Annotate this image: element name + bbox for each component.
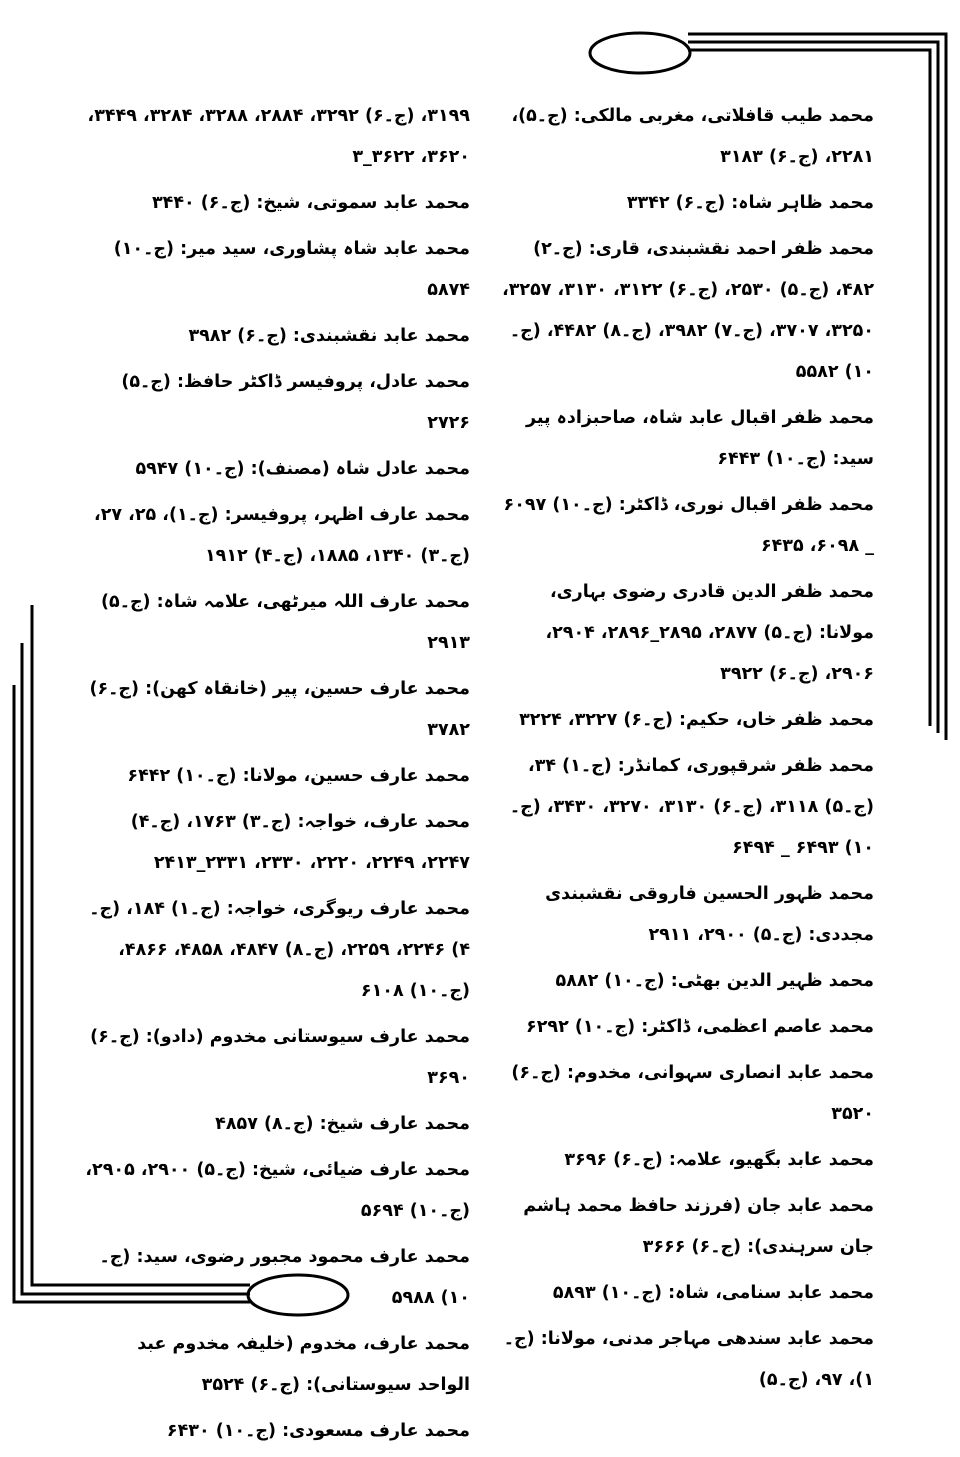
index-entry: محمد ظفر اقبال نوری، ڈاکٹر: (ج۔۱۰) ۶۰۹۷ _ ۶۰۹۸، ۶۴۳۵ bbox=[503, 495, 874, 556]
right-column bbox=[494, 96, 874, 1406]
left-column bbox=[85, 96, 470, 1457]
index-entry: محمد طیب قافلاتی، مغربی مالکی: (ج۔۵)، ۲۲۸۱، (ج۔۶) ۳۱۸۳ bbox=[511, 106, 874, 167]
index-entry: محمد عابد نقشبندی: (ج۔۶) ۳۹۸۲ bbox=[188, 326, 470, 346]
index-entry: محمد عادل، پروفیسر ڈاکٹر حافظ: (ج۔۵) ۲۷۲۶ bbox=[121, 372, 470, 433]
index-entry: محمد عارف محمود مجبور رضوی، سید: (ج۔۱۰) ۵۹۸۸ bbox=[99, 1247, 470, 1308]
index-entry: محمد عابد جان (فرزند حافظ محمد ہاشم جان سرہندی): (ج۔۶) ۳۶۶۶ bbox=[523, 1196, 874, 1257]
index-entry: محمد عابد انصاری سہوانی، مخدوم: (ج۔۶) ۳۵۲۰ bbox=[511, 1063, 874, 1124]
index-entry: محمد عابد سنامی، شاہ: (ج۔۱۰) ۵۸۹۳ bbox=[552, 1283, 874, 1303]
index-entry: محمد عارف شیخ: (ج۔۸) ۴۸۵۷ bbox=[215, 1114, 470, 1134]
index-entry: محمد ظفر احمد نقشبندی، قاری: (ج۔۲) ۴۸۲، (ج۔۵) ۲۵۳۰، (ج۔۶) ۳۱۲۲، ۳۱۳۰، ۳۲۵۷، ۳۲۵۰، ۳۷۰۷، (ج۔۷) ۳۹۸۲، (ج۔۸) ۴۴۸۲، (ج۔۱۰) ۵۵۸۲ bbox=[502, 239, 874, 382]
top-oval bbox=[590, 33, 690, 73]
index-entry: محمد عارف حسین، مولانا: (ج۔۱۰) ۶۴۴۲ bbox=[127, 766, 470, 786]
index-entry: محمد عارف اللہ میرٹھی، علامہ شاہ: (ج۔۵) ۲۹۱۳ bbox=[101, 592, 470, 653]
index-entry: محمد ظفر الدین قادری رضوی بہاری، مولانا: (ج۔۵) ۲۸۷۷، ۲۸۹۵_۲۸۹۶، ۲۹۰۴، ۲۹۰۶، (ج۔۶) ۳۹۲۲ bbox=[545, 582, 874, 684]
index-entry: محمد ظفر شرقپوری، کمانڈر: (ج۔۱) ۳۴، (ج۔۵) ۳۱۱۸، (ج۔۶) ۳۱۳۰، ۳۲۷۰، ۳۴۳۰، (ج۔۱۰) ۶۴۹۳ _ ۶۴۹۴ bbox=[509, 756, 874, 858]
index-entry: محمد عارف سیوستانی مخدوم (دادو): (ج۔۶) ۳۶۹۰ bbox=[90, 1027, 470, 1088]
index-entry: محمد عارف حسین، پیر (خانقاہ کھن): (ج۔۶) ۳۷۸۲ bbox=[89, 679, 470, 740]
index-entry: محمد ظہیر الدین بھٹی: (ج۔۱۰) ۵۸۸۲ bbox=[555, 971, 874, 991]
index-entry: محمد ظاہر شاہ: (ج۔۶) ۳۳۴۲ bbox=[626, 193, 874, 213]
index-entry: محمد عابد سندھی مہاجر مدنی، مولانا: (ج۔۱)، ۹۷، (ج۔۵) bbox=[503, 1329, 874, 1390]
index-entry: محمد ظفر خاں، حکیم: (ج۔۶) ۳۲۲۷، ۳۲۲۴ bbox=[519, 710, 874, 730]
index-entry: محمد عابد شاہ پشاوری، سید میر: (ج۔۱۰) ۵۸۷۴ bbox=[113, 239, 470, 300]
index-entry: محمد عادل شاہ (مصنف): (ج۔۱۰) ۵۹۴۷ bbox=[135, 459, 470, 479]
index-entry: محمد عارف، خواجہ: (ج۔۳) ۱۷۶۳، (ج۔۴) ۲۲۴۷، ۲۲۴۹، ۲۲۲۰، ۲۳۳۰، ۲۳۳۱_۲۴۱۳ bbox=[130, 812, 470, 873]
index-entry: محمد عارف ضیائی، شیخ: (ج۔۵) ۲۹۰۰، ۲۹۰۵، (ج۔۱۰) ۵۶۹۴ bbox=[85, 1160, 470, 1221]
index-entry: محمد عارف ریوگری، خواجہ: (ج۔۱) ۱۸۴، (ج۔۴) ۲۲۴۶، ۲۲۵۹، (ج۔۸) ۴۸۴۷، ۴۸۵۸، ۴۸۶۶، (ج۔۱۰) ۶۱۰۸ bbox=[89, 899, 470, 1001]
index-entry: محمد عارف اظہر، پروفیسر: (ج۔۱)، ۲۵، ۲۷، (ج۔۳) ۱۳۴۰، ۱۸۸۵، (ج۔۴) ۱۹۱۲ bbox=[94, 505, 470, 566]
index-entry: محمد عارف مسعودی: (ج۔۱۰) ۶۴۳۰ bbox=[166, 1421, 470, 1441]
index-entry: محمد ظہور الحسین فاروقی نقشبندی مجددی: (ج۔۵) ۲۹۰۰، ۲۹۱۱ bbox=[545, 884, 874, 945]
index-entry: محمد عابد بگھیو، علامہ: (ج۔۶) ۳۶۹۶ bbox=[564, 1150, 874, 1170]
index-entry: محمد عاصم اعظمی، ڈاکٹر: (ج۔۱۰) ۶۲۹۲ bbox=[526, 1017, 874, 1037]
index-entry: ۳۱۹۹، (ج۔۶) ۳۲۹۲، ۲۸۸۴، ۳۲۸۸، ۳۲۸۴، ۳۴۴۹، ۳۶۲۰، ۳۶۲۲_۳ bbox=[87, 106, 470, 167]
index-entry: محمد ظفر اقبال عابد شاہ، صاحبزادہ پیر سید: (ج۔۱۰) ۶۴۴۳ bbox=[525, 408, 874, 469]
index-entry: محمد عابد سموتی، شیخ: (ج۔۶) ۳۴۴۰ bbox=[151, 193, 470, 213]
index-entry: محمد عارف، مخدوم (خلیفہ مخدوم عبد الواحد سیوستانی): (ج۔۶) ۳۵۲۴ bbox=[137, 1334, 470, 1395]
